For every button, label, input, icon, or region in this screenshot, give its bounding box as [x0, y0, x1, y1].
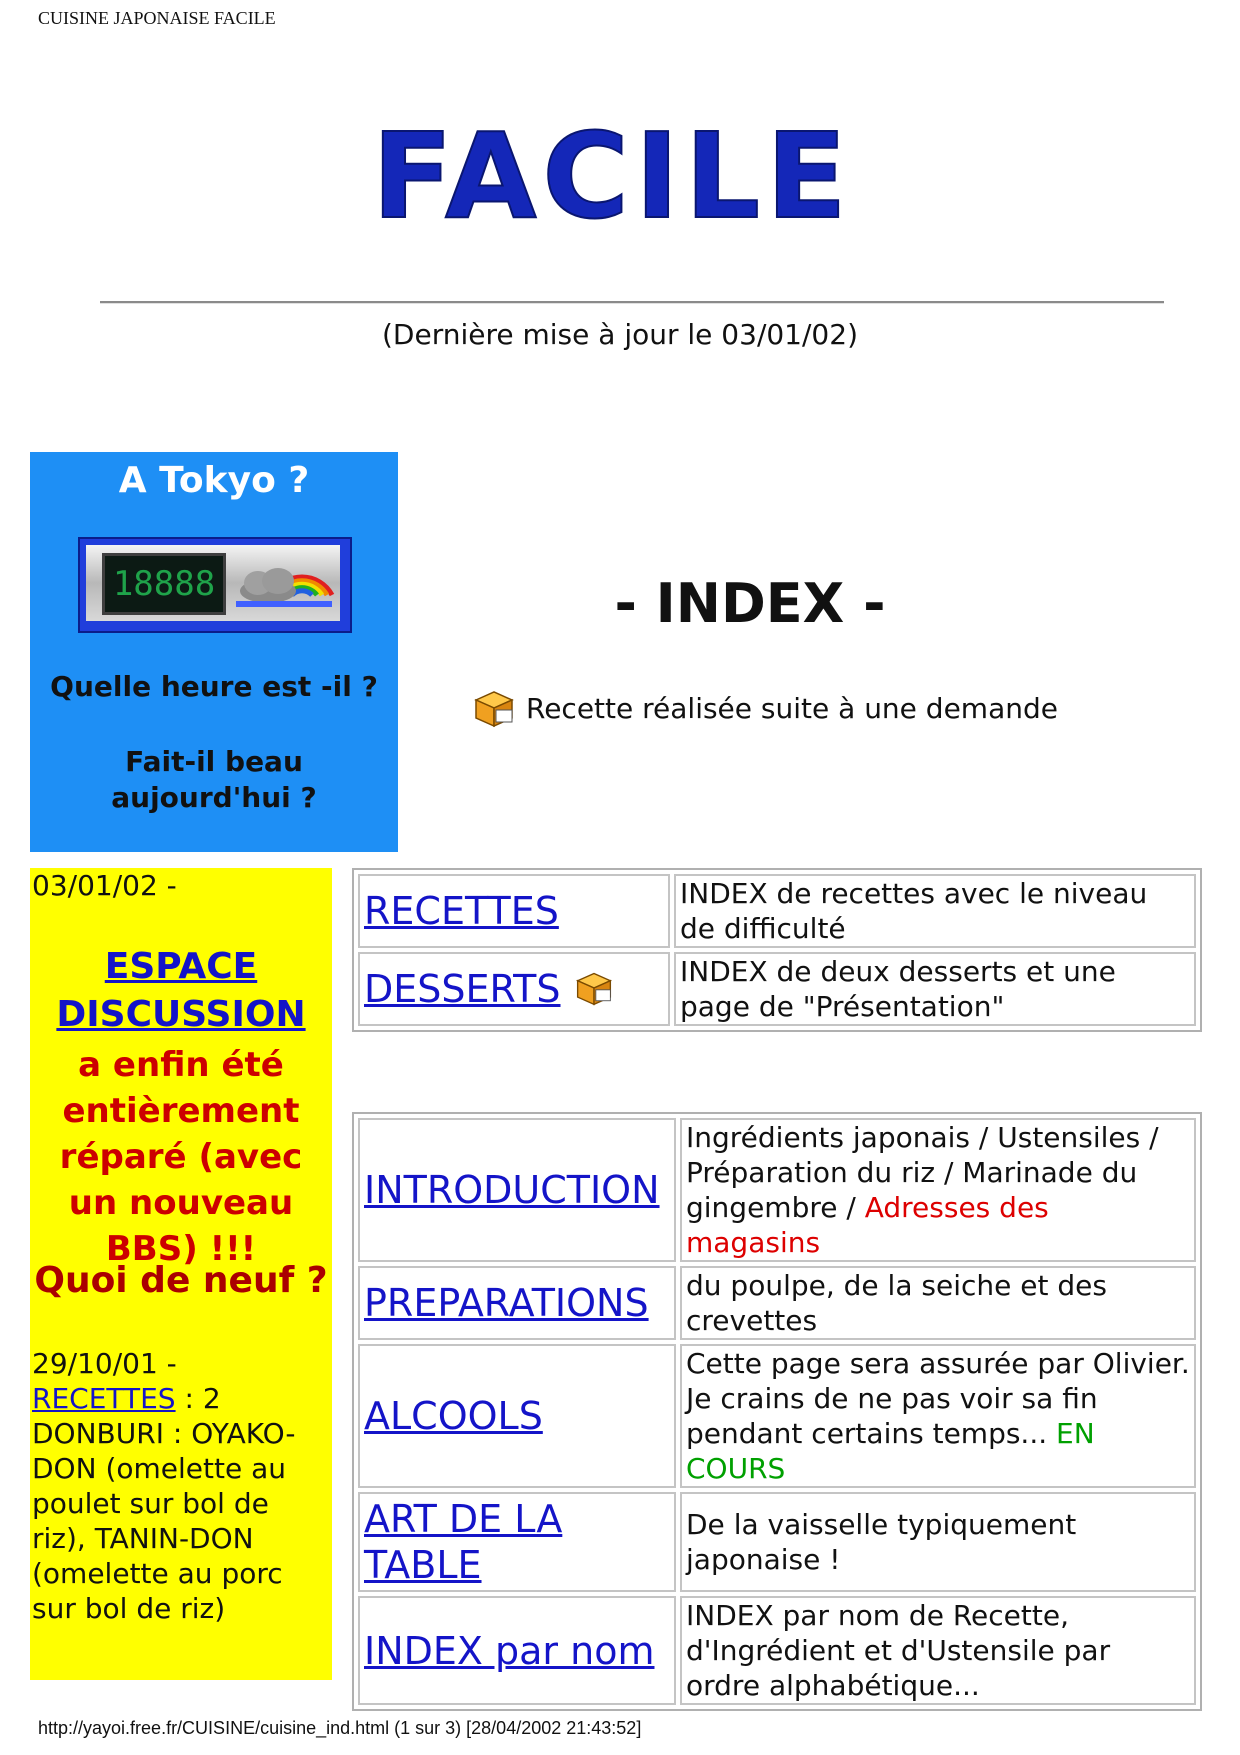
index-table-main [352, 868, 1202, 1032]
table-row [358, 1492, 1196, 1592]
news-entry [32, 1346, 330, 1626]
index-table-secondary [352, 1112, 1202, 1711]
preparations-link[interactable]: PREPARATIONS [364, 1281, 649, 1325]
print-header: CUISINE JAPONAISE FACILE [38, 8, 276, 28]
introduction-desc-text: Ingrédients japonais / Ustensiles / Préparation du riz / Marinade du gingembre / [686, 1121, 1159, 1224]
table-row [358, 1344, 1196, 1488]
art-de-la-table-link[interactable]: ART DE LA TABLE [364, 1497, 563, 1587]
recettes-link[interactable]: RECETTES [364, 889, 559, 933]
table-row [358, 952, 1196, 1026]
horizontal-rule [100, 301, 1164, 304]
news-body: DONBURI : OYAKO-DON (omelette au poulet sur bol de riz), TANIN-DON (omelette au porc sur bol de riz) [32, 1417, 296, 1625]
question-time: Quelle heure est -il ? [50, 670, 378, 703]
weather-rainbow-icon [228, 551, 336, 615]
last-updated: (Dernière mise à jour le 03/01/02) [382, 318, 858, 351]
request-legend [472, 686, 1058, 730]
logo-text: FACILE ! [372, 107, 908, 245]
clock-display: 18888 [102, 553, 226, 615]
art-de-la-table-desc: De la vaisselle typiquement japonaise ! [680, 1492, 1196, 1592]
index-par-nom-link[interactable]: INDEX par nom [364, 1628, 655, 1673]
facile-logo [368, 105, 908, 245]
index-title: - INDEX - [614, 572, 886, 635]
tokyo-clock-weather-widget[interactable] [78, 537, 352, 633]
request-box-icon [574, 968, 614, 1008]
news-recettes-count: : 2 [175, 1382, 221, 1415]
news-date-1: 03/01/02 - [32, 869, 177, 902]
espace-line-2[interactable]: DISCUSSION [56, 994, 306, 1035]
request-legend-text: Recette réalisée suite à une demande [526, 691, 1058, 725]
tokyo-panel [30, 452, 398, 852]
print-footer: http://yayoi.free.fr/CUISINE/cuisine_ind.html (1 sur 3) [28/04/2002 21:43:52] [38, 1718, 642, 1738]
table-row [358, 1266, 1196, 1340]
recettes-desc: INDEX de recettes avec le niveau de difficulté [674, 874, 1196, 948]
alcools-desc-text: Cette page sera assurée par Olivier. Je crains de ne pas voir sa fin pendant certains temps... [686, 1347, 1190, 1450]
tokyo-title: A Tokyo ? [118, 460, 310, 501]
news-recettes-link[interactable]: RECETTES [32, 1382, 176, 1415]
introduction-link[interactable]: INTRODUCTION [364, 1168, 660, 1212]
whats-new-heading: Quoi de neuf ? [34, 1260, 328, 1301]
table-row [358, 874, 1196, 948]
desserts-link[interactable]: DESSERTS [364, 967, 561, 1011]
alcools-desc [680, 1344, 1196, 1488]
addresses-link[interactable]: Adresses des magasins [686, 1191, 1049, 1259]
in-progress-status: EN COURS [686, 1417, 1095, 1485]
repaired-notice: a enfin été entièrement réparé (avec un nouveau BBS) !!! [59, 1045, 303, 1269]
desserts-desc: INDEX de deux desserts et une page de "Présentation" [674, 952, 1196, 1026]
index-par-nom-desc: INDEX par nom de Recette, d'Ingrédient et d'Ustensile par ordre alphabétique... [680, 1596, 1196, 1705]
news-panel [30, 868, 332, 1680]
alcools-link[interactable]: ALCOOLS [364, 1394, 543, 1438]
preparations-desc: du poulpe, de la seiche et des crevettes [680, 1266, 1196, 1340]
espace-discussion-link[interactable] [30, 943, 332, 1039]
introduction-desc [680, 1118, 1196, 1262]
news-date-2: 29/10/01 - [32, 1347, 177, 1380]
question-weather: Fait-il beau aujourd'hui ? [111, 745, 317, 814]
request-box-icon [472, 686, 516, 730]
table-row [358, 1118, 1196, 1262]
espace-line-1[interactable]: ESPACE [104, 946, 258, 987]
table-row [358, 1596, 1196, 1705]
